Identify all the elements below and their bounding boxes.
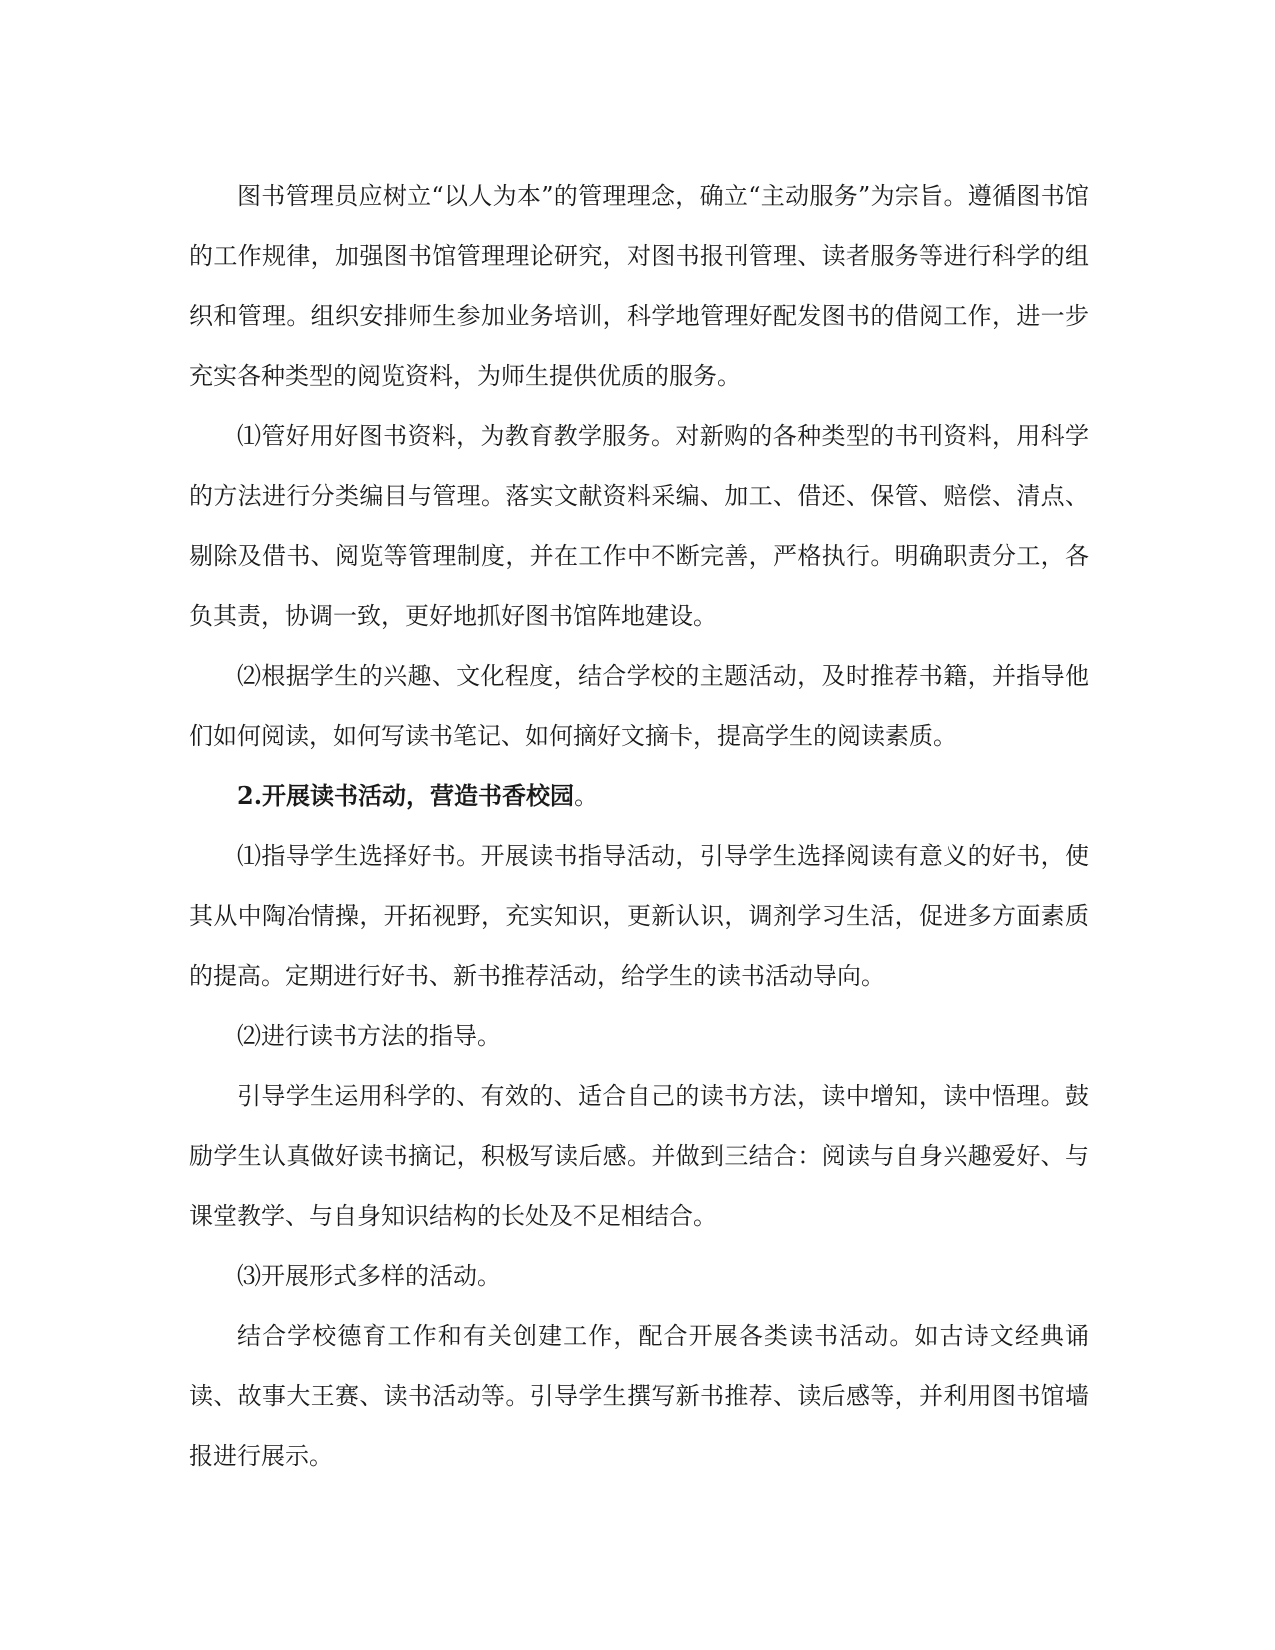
- paragraph-intro: 图书管理员应树立“以人为本”的管理理念，确立“主动服务”为宗旨。遵循图书馆的工作规律，加强图书馆管理理论研究，对图书报刊管理、读者服务等进行科学的组织和管理。组织安排师生参加业务培训，科学地管理好配发图书的借阅工作，进一步充实各种类型的阅览资料，为师生提供优质的服务。: [189, 182, 1089, 390]
- document-body: [189, 166, 1089, 1486]
- paragraph-item-2-1: ⑴指导学生选择好书。开展读书指导活动，引导学生选择阅读有意义的好书，使其从中陶冶情操，开拓视野，充实知识，更新认识，调剂学习生活，促进多方面素质的提高。定期进行好书、新书推荐活动，给学生的读书活动导向。: [189, 842, 1089, 990]
- paragraph-item-2-2-body: 引导学生运用科学的、有效的、适合自己的读书方法，读中增知，读中悟理。鼓励学生认真做好读书摘记，积极写读后感。并做到三结合：阅读与自身兴趣爱好、与课堂教学、与自身知识结构的长处及不足相结合。: [189, 1082, 1089, 1230]
- section-heading-title: 2.开展读书活动，营造书香校园: [237, 781, 575, 810]
- paragraph-item-1-1: ⑴管好用好图书资料，为教育教学服务。对新购的各种类型的书刊资料，用科学的方法进行分类编目与管理。落实文献资料采编、加工、借还、保管、赔偿、清点、剔除及借书、阅览等管理制度，并在工作中不断完善，严格执行。明确职责分工，各负其责，协调一致，更好地抓好图书馆阵地建设。: [189, 422, 1089, 630]
- section-heading-tail: 。: [574, 782, 599, 810]
- paragraph-item-2-2: ⑵进行读书方法的指导。: [237, 1022, 501, 1050]
- paragraph-item-2-3-body: 结合学校德育工作和有关创建工作，配合开展各类读书活动。如古诗文经典诵读、故事大王赛、读书活动等。引导学生撰写新书推荐、读后感等，并利用图书馆墙报进行展示。: [189, 1322, 1089, 1470]
- paragraph-item-1-2: ⑵根据学生的兴趣、文化程度，结合学校的主题活动，及时推荐书籍，并指导他们如何阅读，如何写读书笔记、如何摘好文摘卡，提高学生的阅读素质。: [189, 662, 1089, 750]
- section-heading: [189, 766, 1089, 826]
- paragraph-item-2-3: ⑶开展形式多样的活动。: [237, 1262, 501, 1290]
